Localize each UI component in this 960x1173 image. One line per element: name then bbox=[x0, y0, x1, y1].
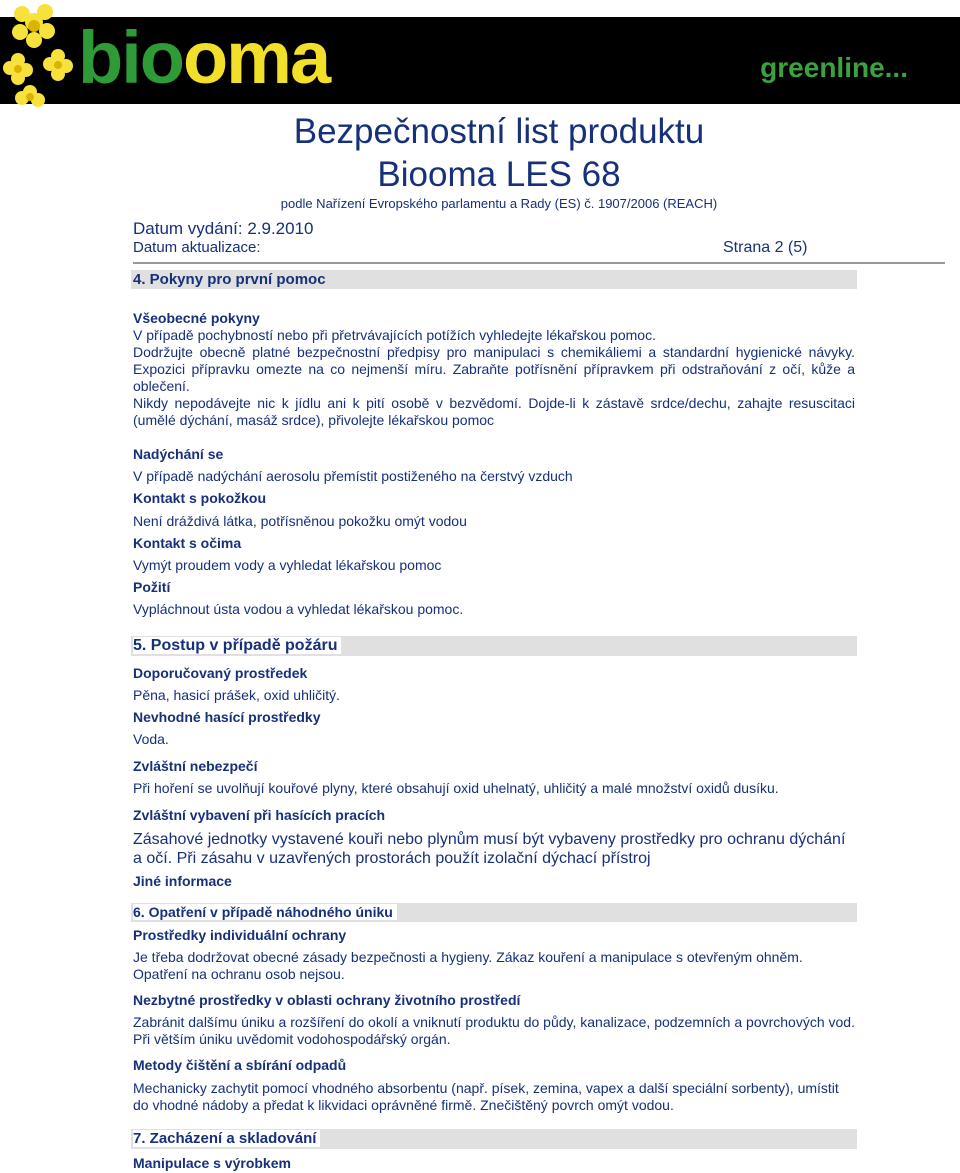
inhalation-title: Nadýchání se bbox=[133, 446, 224, 462]
bioma-logo: biooma bbox=[78, 16, 330, 99]
product-name: Biooma LES 68 bbox=[377, 155, 621, 194]
recommended-agent-title: Doporučovaný prostředek bbox=[133, 665, 308, 681]
inhalation-text: V případě nadýchání aerosolu přemístit postiženého na čerstvý vzduch bbox=[133, 468, 573, 484]
personal-protection-text: Je třeba dodržovat obecné zásady bezpečnosti a hygieny. Zákaz kouření a manipulace s otevřeným ohněm. Opatření na ochranu osob nejsou. bbox=[133, 949, 803, 982]
other-info-title: Jiné informace bbox=[133, 873, 232, 889]
ingestion-text: Vypláchnout ústa vodou a vyhledat lékařskou pomoc. bbox=[133, 601, 464, 617]
special-equipment-text: Zásahové jednotky vystavené kouři nebo plynům musí být vybaveny prostředky pro ochranu dýchání a očí. Při zásahu v uzavřených prostorách použít izolační dýchací přístroj bbox=[133, 831, 846, 867]
update-date: Datum aktualizace: bbox=[133, 239, 261, 256]
special-hazard-title: Zvláštní nebezpečí bbox=[133, 758, 258, 774]
skin-contact-text: Není dráždivá látka, potřísněnou pokožku omýt vodou bbox=[133, 513, 467, 529]
eye-contact-title: Kontakt s očima bbox=[133, 535, 242, 551]
document-title: Bezpečnostní list produktu bbox=[293, 112, 705, 151]
recommended-agent-text: Pěna, hasicí prášek, oxid uhličitý. bbox=[133, 687, 340, 703]
unsuitable-agent-text: Voda. bbox=[133, 731, 169, 747]
general-line-3: Nikdy nepodávejte nic k jídlu ani k pití osobě v bezvědomí. Dojde-li k zástavě srdce/dechu, zahajte resuscitaci (umělé dýchání, masáž srdce), přivolejte lékařskou pomoc bbox=[133, 395, 855, 428]
ingestion-title: Požití bbox=[133, 579, 171, 595]
special-hazard-text: Při hoření se uvolňují kouřové plyny, které obsahují oxid uhelnatý, uhličitý a malé množství oxidů dusíku. bbox=[133, 780, 779, 796]
section-5-heading: 5. Postup v případě požáru bbox=[131, 636, 857, 656]
cleanup-text: Mechanicky zachytit pomocí vhodného absorbentu (např. písek, zemina, vapex a další speciální sorbenty), umístit do vhodné nádoby a předat k likvidaci oprávněné firmě. Znečištěný povrch omýt vodou. bbox=[133, 1080, 839, 1113]
general-line-2: Dodržujte obecně platné bezpečnostní předpisy pro manipulaci s chemikáliemi a standardní hygienické návyky. Expozici přípravku omezte na co nejmenší míru. Zabraňte potřísnění přípravkem při odstraňování z očí, kůže a oblečení. bbox=[133, 344, 855, 394]
regulation-note: podle Nařízení Evropského parlamentu a Rady (ES) č. 1907/2006 (REACH) bbox=[280, 196, 718, 211]
unsuitable-agent-title: Nevhodné hasící prostředky bbox=[133, 709, 321, 725]
header-banner bbox=[0, 0, 960, 105]
special-equipment-title: Zvláštní vybavení při hasících pracích bbox=[133, 807, 386, 823]
eye-contact-text: Vymýt proudem vody a vyhledat lékařskou pomoc bbox=[133, 557, 442, 573]
cleanup-title: Metody čištění a sbírání odpadů bbox=[133, 1057, 347, 1073]
page-number: Strana 2 (5) bbox=[723, 239, 808, 256]
section-4-heading: 4. Pokyny pro první pomoc bbox=[131, 270, 857, 289]
header-divider bbox=[133, 262, 945, 264]
general-instructions-title: Všeobecné pokyny bbox=[133, 310, 260, 326]
section-7-heading: 7. Zacházení a skladování bbox=[131, 1129, 857, 1149]
section-6-heading: 6. Opatření v případě náhodného úniku bbox=[131, 903, 857, 922]
greenline-logo: greenline... bbox=[760, 52, 908, 83]
handling-title: Manipulace s výrobkem bbox=[133, 1155, 291, 1171]
flowers-icon bbox=[0, 0, 80, 110]
skin-contact-title: Kontakt s pokožkou bbox=[133, 490, 267, 506]
personal-protection-title: Prostředky individuální ochrany bbox=[133, 927, 347, 943]
issue-date: Datum vydání: 2.9.2010 bbox=[133, 219, 314, 238]
general-line-1: V případě pochybností nebo při přetrvávajících potížích vyhledejte lékařskou pomoc. bbox=[133, 327, 656, 343]
environmental-text: Zabránit dalšímu úniku a rozšíření do okolí a vniknutí produktu do půdy, kanalizace, podzemních a povrchových vod. Při větším úniku uvědomit vodohospodářský orgán. bbox=[133, 1014, 855, 1047]
environmental-title: Nezbytné prostředky v oblasti ochrany životního prostředí bbox=[133, 992, 521, 1008]
